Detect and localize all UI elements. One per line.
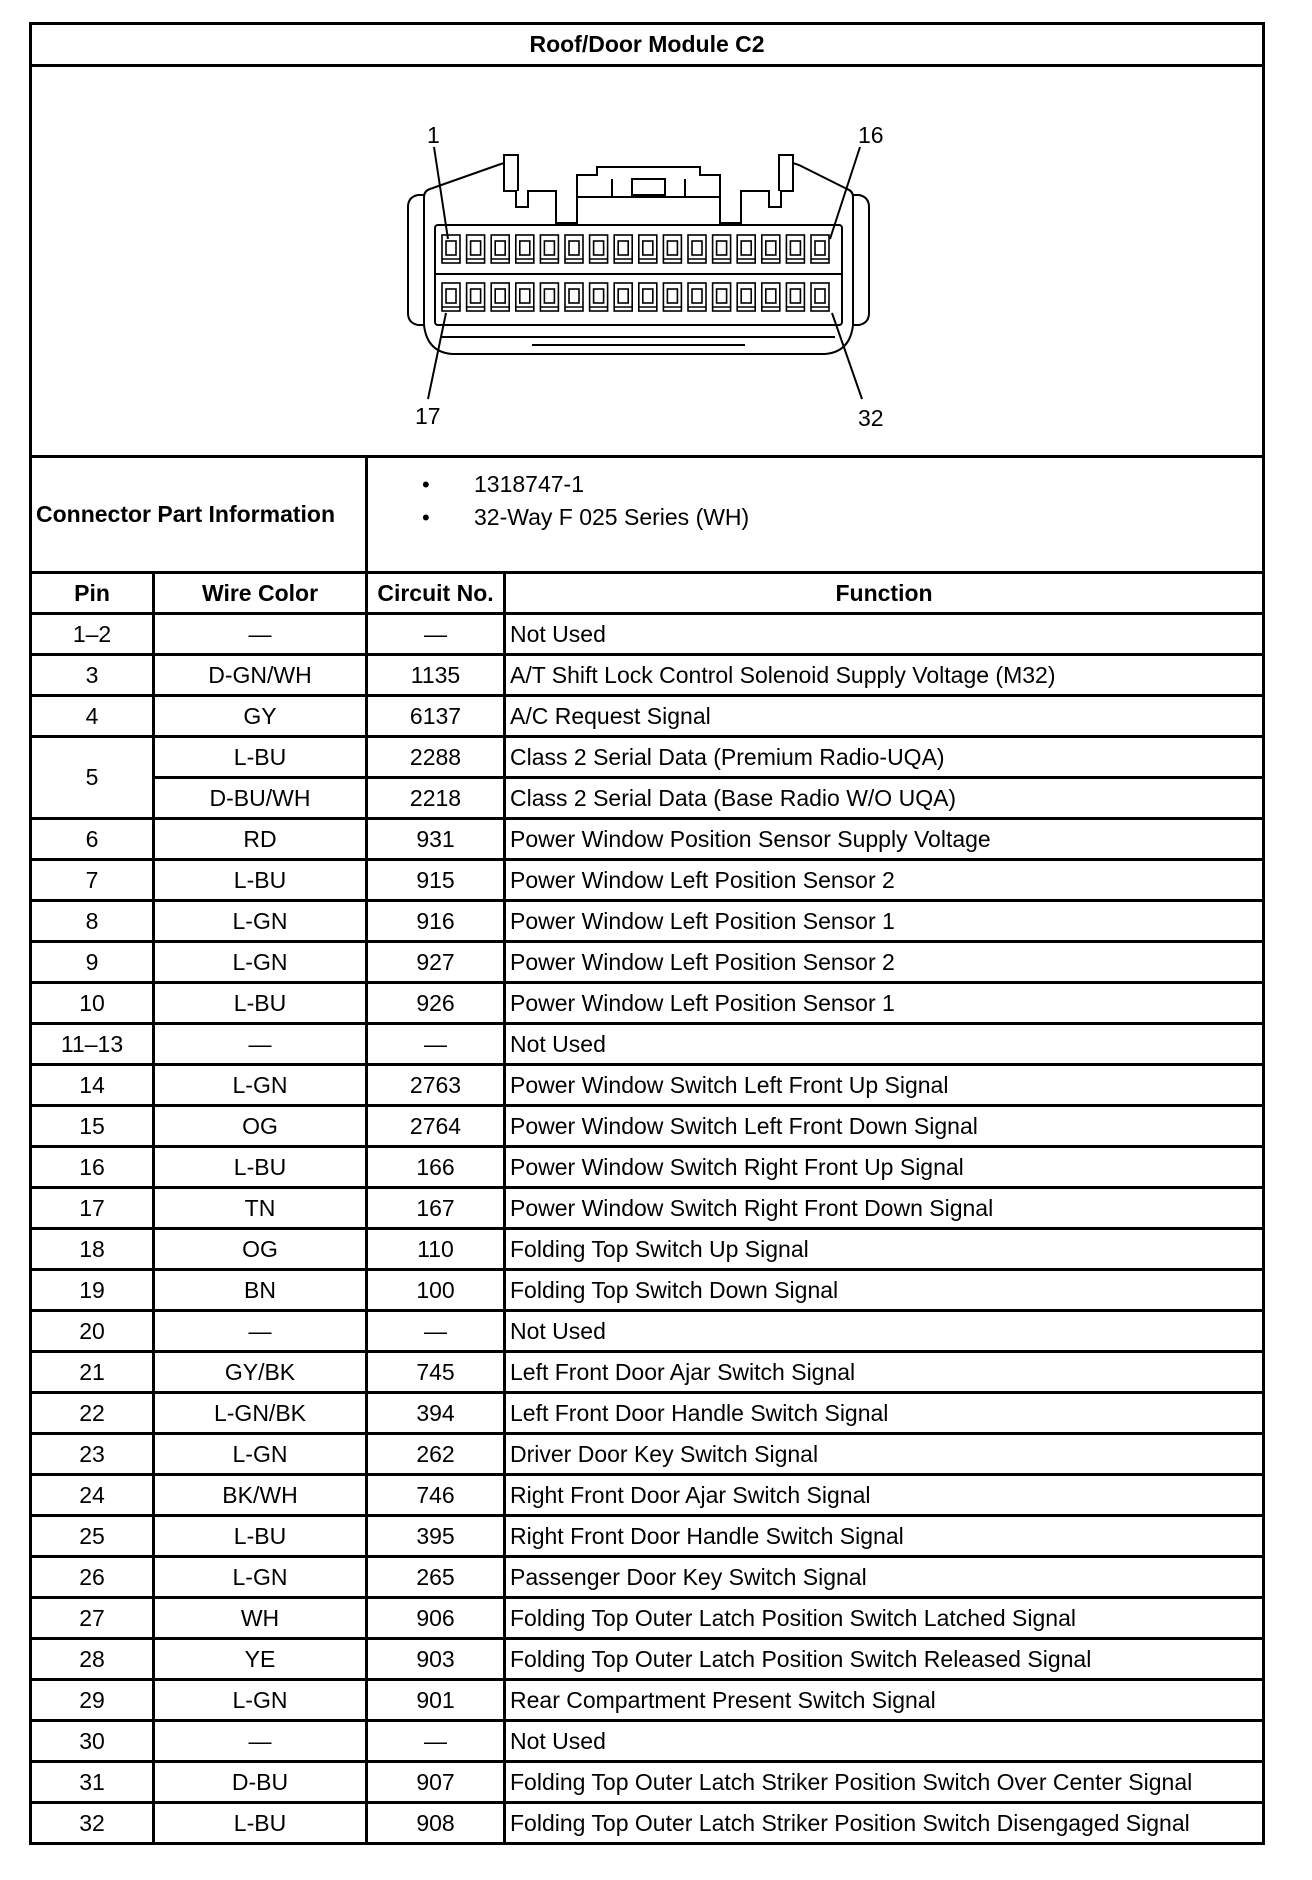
wire-color-cell: L-BU [154,737,367,778]
table-row [31,1639,1264,1680]
circuit-cell: 931 [367,819,505,860]
pin-cell: 32 [31,1803,154,1844]
circuit-cell: — [367,1311,505,1352]
circuit-cell: 394 [367,1393,505,1434]
terminal-contact [520,289,530,303]
wire-color-cell: L-BU [154,1803,367,1844]
circuit-cell: 745 [367,1352,505,1393]
pin-cell: 7 [31,860,154,901]
connector-series: • 32-Way F 025 Series (WH) [368,501,1262,534]
function-cell: A/T Shift Lock Control Solenoid Supply Voltage (M32) [505,655,1264,696]
terminal-contact [815,241,825,255]
wire-color-cell: WH [154,1598,367,1639]
wire-color-cell: D-BU/WH [154,778,367,819]
wire-color-cell: — [154,1721,367,1762]
wire-color-cell: L-GN [154,1065,367,1106]
circuit-cell: 2218 [367,778,505,819]
table-row [31,1106,1264,1147]
table-row [31,1598,1264,1639]
circuit-cell: 2288 [367,737,505,778]
function-cell: Class 2 Serial Data (Premium Radio-UQA) [505,737,1264,778]
connector-diagram [31,66,1264,457]
function-cell: A/C Request Signal [505,696,1264,737]
table-row [31,737,1264,778]
circuit-cell: 746 [367,1475,505,1516]
wire-color-cell: L-BU [154,860,367,901]
function-cell: Right Front Door Ajar Switch Signal [505,1475,1264,1516]
terminal-contact [446,241,456,255]
terminal-contact [471,289,481,303]
terminal-contact [618,241,628,255]
wire-color-cell: L-GN [154,1557,367,1598]
terminal-contact [569,241,579,255]
function-cell: Class 2 Serial Data (Base Radio W/O UQA) [505,778,1264,819]
circuit-cell: 166 [367,1147,505,1188]
terminal-contact [495,241,505,255]
housing-key-detail [612,179,685,197]
wire-color-cell: TN [154,1188,367,1229]
table-row [31,1311,1264,1352]
table-row [31,1352,1264,1393]
function-cell: Folding Top Outer Latch Position Switch Latched Signal [505,1598,1264,1639]
housing-bottom-outline [424,325,853,354]
header-wire-color: Wire Color [154,573,367,614]
pin-label-17: 17 [415,403,441,429]
function-cell: Folding Top Outer Latch Position Switch Released Signal [505,1639,1264,1680]
function-cell: Power Window Left Position Sensor 1 [505,901,1264,942]
wire-color-cell: L-GN [154,1434,367,1475]
circuit-cell: 6137 [367,696,505,737]
circuit-cell: 907 [367,1762,505,1803]
table-row [31,983,1264,1024]
pin-cell: 14 [31,1065,154,1106]
terminal-contact [815,289,825,303]
terminal-contact [446,289,456,303]
wire-color-cell: L-GN [154,1680,367,1721]
function-cell: Passenger Door Key Switch Signal [505,1557,1264,1598]
wire-color-cell: OG [154,1229,367,1270]
pin-cell: 22 [31,1393,154,1434]
wire-color-cell: L-BU [154,983,367,1024]
circuit-cell: 2763 [367,1065,505,1106]
wire-color-cell: L-GN/BK [154,1393,367,1434]
terminal-contact [790,241,800,255]
table-row [31,819,1264,860]
terminal-contact [741,289,751,303]
circuit-cell: 110 [367,1229,505,1270]
terminal-contact [471,241,481,255]
table-row [31,942,1264,983]
pin-cell: 18 [31,1229,154,1270]
table-row [31,1229,1264,1270]
terminal-contact [594,289,604,303]
table-row [31,1721,1264,1762]
function-cell: Power Window Switch Left Front Up Signal [505,1065,1264,1106]
table-row [31,860,1264,901]
table-row [31,655,1264,696]
wire-color-cell: L-GN [154,901,367,942]
wire-color-cell: OG [154,1106,367,1147]
connector-sheet [29,22,1262,1845]
pin-cell: 19 [31,1270,154,1311]
header-circuit: Circuit No. [367,573,505,614]
terminal-contact [766,289,776,303]
function-cell: Power Window Switch Left Front Down Signal [505,1106,1264,1147]
terminal-contact [667,241,677,255]
table-row [31,1024,1264,1065]
table-row [31,1147,1264,1188]
pin-cell: 9 [31,942,154,983]
pin-cell: 24 [31,1475,154,1516]
terminal-contact [544,241,554,255]
terminal-contact [766,241,776,255]
circuit-cell: 926 [367,983,505,1024]
circuit-cell: — [367,614,505,655]
circuit-cell: — [367,1024,505,1065]
function-cell: Power Window Left Position Sensor 2 [505,942,1264,983]
terminal-contact [569,289,579,303]
terminal-contact [643,241,653,255]
housing-bottom-ridges [442,337,835,345]
housing-left-post [504,155,518,191]
terminal-contact [741,241,751,255]
table-row [31,1434,1264,1475]
terminal-contact [520,241,530,255]
function-cell: Power Window Position Sensor Supply Voltage [505,819,1264,860]
table-row [31,1516,1264,1557]
housing-right-post [779,155,793,191]
function-cell: Folding Top Switch Up Signal [505,1229,1264,1270]
header-pin: Pin [31,573,154,614]
housing-center-key [577,167,720,197]
function-cell: Driver Door Key Switch Signal [505,1434,1264,1475]
function-cell: Folding Top Switch Down Signal [505,1270,1264,1311]
function-cell: Rear Compartment Present Switch Signal [505,1680,1264,1721]
wire-color-cell: BN [154,1270,367,1311]
terminal-contact [643,289,653,303]
function-cell: Right Front Door Handle Switch Signal [505,1516,1264,1557]
function-cell: Not Used [505,1024,1264,1065]
pin-label-1: 1 [427,122,440,148]
table-row [31,696,1264,737]
pin-label-32: 32 [858,405,884,431]
pin-cell: 31 [31,1762,154,1803]
circuit-cell: 395 [367,1516,505,1557]
header-function: Function [505,573,1264,614]
terminal-contact [667,289,677,303]
pin-cell: 29 [31,1680,154,1721]
pin-cell: 30 [31,1721,154,1762]
wire-color-cell: GY [154,696,367,737]
page-title: Roof/Door Module C2 [31,24,1264,66]
pin-cell: 3 [31,655,154,696]
table-row [31,614,1264,655]
housing-left-latch [408,195,424,325]
terminal-contact [618,289,628,303]
table-row [31,1188,1264,1229]
pin-cell: 23 [31,1434,154,1475]
pin-cell: 15 [31,1106,154,1147]
pin-label-16: 16 [858,122,884,148]
pin-cell: 26 [31,1557,154,1598]
function-cell: Power Window Left Position Sensor 1 [505,983,1264,1024]
table-row [31,901,1264,942]
circuit-cell: 262 [367,1434,505,1475]
pin-cell: 20 [31,1311,154,1352]
wire-color-cell: D-GN/WH [154,655,367,696]
table-row [31,1475,1264,1516]
table-row [31,1762,1264,1803]
terminal-contact [594,241,604,255]
circuit-cell: 915 [367,860,505,901]
leader-pin-16 [830,147,860,239]
terminal-contact [790,289,800,303]
function-cell: Not Used [505,614,1264,655]
wire-color-cell: GY/BK [154,1352,367,1393]
pin-cell: 8 [31,901,154,942]
circuit-cell: — [367,1721,505,1762]
connector-face-illustration [32,67,1259,451]
function-cell: Not Used [505,1311,1264,1352]
terminal-contact [717,289,727,303]
function-cell: Power Window Switch Right Front Down Signal [505,1188,1264,1229]
circuit-cell: 903 [367,1639,505,1680]
wire-color-cell: BK/WH [154,1475,367,1516]
pin-cell: 21 [31,1352,154,1393]
pin-cell: 11–13 [31,1024,154,1065]
terminal-contact [495,289,505,303]
pin-cell: 5 [31,737,154,819]
wire-color-cell: — [154,1311,367,1352]
pin-cell: 17 [31,1188,154,1229]
terminal-contact [692,289,702,303]
circuit-cell: 927 [367,942,505,983]
circuit-cell: 908 [367,1803,505,1844]
pin-cell: 10 [31,983,154,1024]
connector-info-list [367,457,1264,573]
wire-color-cell: YE [154,1639,367,1680]
function-cell: Folding Top Outer Latch Striker Position Switch Over Center Signal [505,1762,1264,1803]
wire-color-cell: — [154,1024,367,1065]
circuit-cell: 906 [367,1598,505,1639]
function-cell: Power Window Left Position Sensor 2 [505,860,1264,901]
pin-cell: 4 [31,696,154,737]
connector-info-label: Connector Part Information [31,457,367,573]
table-row [31,1557,1264,1598]
pin-cell: 27 [31,1598,154,1639]
pin-cell: 25 [31,1516,154,1557]
function-cell: Left Front Door Handle Switch Signal [505,1393,1264,1434]
wire-color-cell: D-BU [154,1762,367,1803]
function-cell: Folding Top Outer Latch Striker Position Switch Disengaged Signal [505,1803,1264,1844]
table-row [31,778,1264,819]
pin-cell: 16 [31,1147,154,1188]
table-row [31,1803,1264,1844]
table-row [31,1270,1264,1311]
table-row [31,1393,1264,1434]
wire-color-cell: L-GN [154,942,367,983]
function-cell: Left Front Door Ajar Switch Signal [505,1352,1264,1393]
wire-color-cell: L-BU [154,1516,367,1557]
wire-color-cell: — [154,614,367,655]
pinout-table [29,22,1265,1845]
part-number: • 1318747-1 [368,468,1262,501]
circuit-cell: 1135 [367,655,505,696]
circuit-cell: 265 [367,1557,505,1598]
terminal-contact [692,241,702,255]
function-cell: Not Used [505,1721,1264,1762]
wire-color-cell: L-BU [154,1147,367,1188]
housing-right-latch [853,195,869,325]
circuit-cell: 167 [367,1188,505,1229]
function-cell: Power Window Switch Right Front Up Signal [505,1147,1264,1188]
terminal-contact [717,241,727,255]
pin-cell: 1–2 [31,614,154,655]
circuit-cell: 901 [367,1680,505,1721]
table-row [31,1065,1264,1106]
circuit-cell: 100 [367,1270,505,1311]
terminal-contact [544,289,554,303]
circuit-cell: 2764 [367,1106,505,1147]
circuit-cell: 916 [367,901,505,942]
table-row [31,1680,1264,1721]
wire-color-cell: RD [154,819,367,860]
pin-cell: 28 [31,1639,154,1680]
pin-cell: 6 [31,819,154,860]
